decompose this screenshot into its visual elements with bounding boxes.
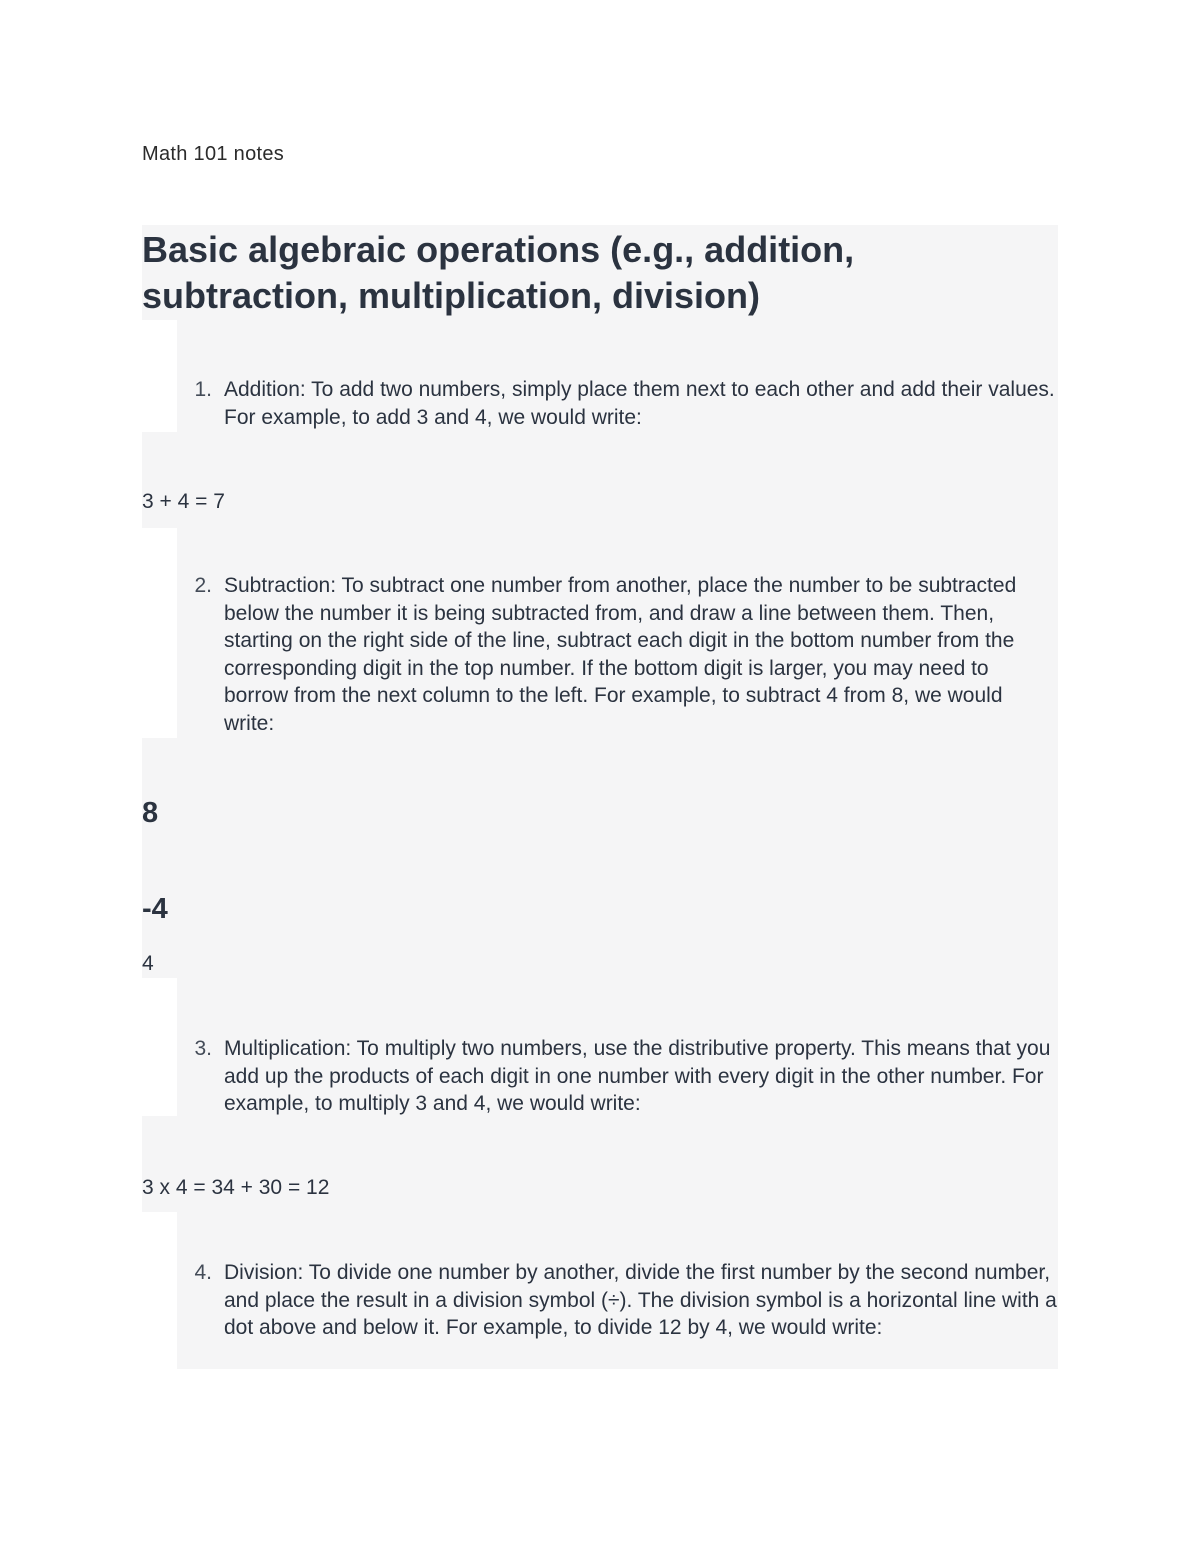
list-number: 1. <box>194 378 212 401</box>
list-item-text: Subtraction: To subtract one number from another, place the number to be subtracted below the number it is being subtracted from, and draw a line between them. Then, starting on the right side of the line, subtract each digit in the bottom number from the corresponding digit in the top number. If the bottom digit is larger, you may need to borrow from the next column to the left. For example, to subtract 4 from 8, we would write: <box>224 574 1017 735</box>
multiplication-example: 3 x 4 = 34 + 30 = 12 <box>142 1176 330 1199</box>
subtraction-result: 4 <box>142 952 154 975</box>
addition-example: 3 + 4 = 7 <box>142 490 225 513</box>
section-heading: Basic algebraic operations (e.g., addition, subtraction, multiplication, division) <box>142 229 855 316</box>
page-header: Math 101 notes <box>142 143 285 165</box>
subtraction-example-shade <box>142 738 1058 978</box>
list-item-addition <box>142 376 1057 431</box>
list-number: 4. <box>194 1261 212 1284</box>
subtraction-bottom-number: -4 <box>142 893 168 925</box>
list-item-text: Multiplication: To multiply two numbers, use the distributive property. This means that you add up the products of each digit in one number with every digit in the other number. For example, to multiply 3 and 4, we would write: <box>224 1037 1051 1116</box>
list-item-subtraction <box>142 572 1057 738</box>
list-number: 2. <box>194 574 212 597</box>
list-item-division <box>142 1259 1057 1342</box>
subtraction-top-number: 8 <box>142 797 159 829</box>
addition-example-shade <box>142 432 1058 528</box>
list-item-multiplication <box>142 1035 1057 1118</box>
list-item-text: Division: To divide one number by another, divide the first number by the second number, and place the result in a division symbol (÷). The division symbol is a horizontal line with a dot above and below it. For example, to divide 12 by 4, we would write: <box>224 1261 1057 1340</box>
list-item-text: Addition: To add two numbers, simply place them next to each other and add their values. For example, to add 3 and 4, we would write: <box>224 378 1055 429</box>
list-number: 3. <box>194 1037 212 1060</box>
